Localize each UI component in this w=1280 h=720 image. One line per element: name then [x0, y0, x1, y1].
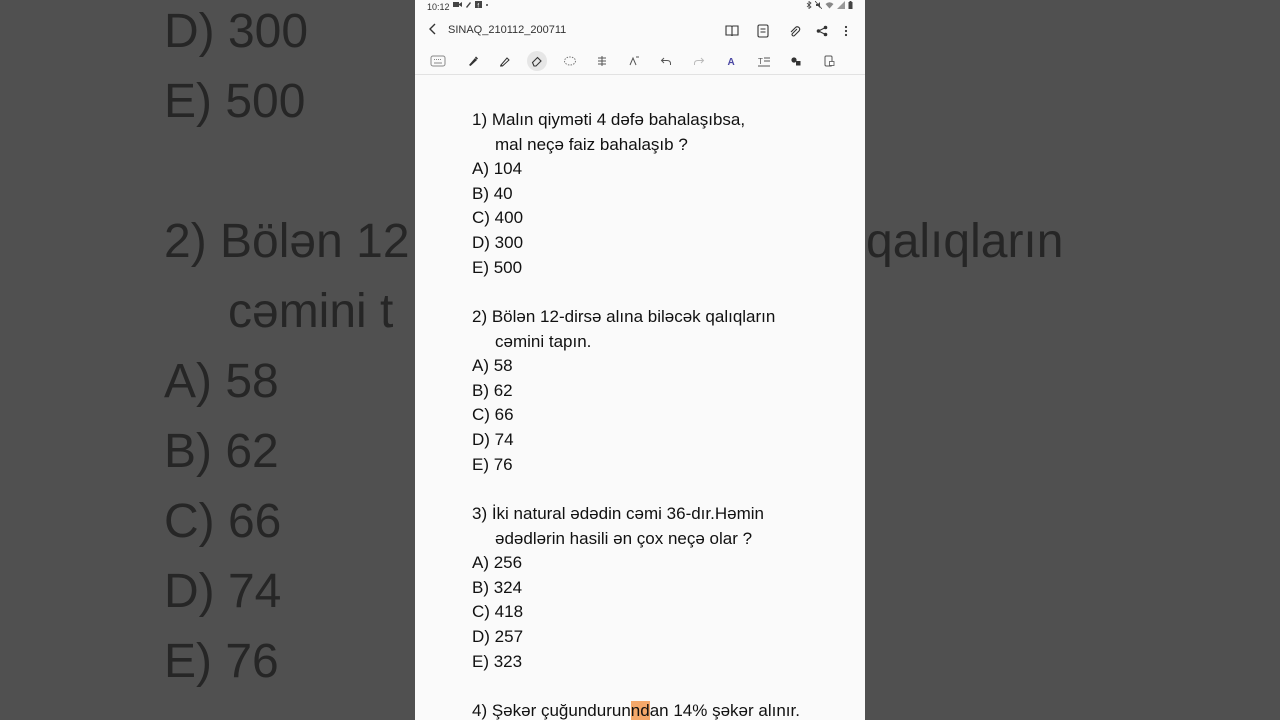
keyboard-button[interactable]: [429, 52, 447, 70]
handwriting-button[interactable]: [723, 52, 741, 70]
question-1-option: D) 300: [472, 233, 524, 252]
eraser-icon: [531, 55, 543, 67]
svg-text:A: A: [727, 57, 735, 67]
convert-text-icon: [757, 55, 771, 67]
bg-line: cəmini t: [228, 285, 394, 338]
shapes-icon: [790, 55, 802, 67]
question-4-text: [472, 699, 800, 720]
text-insert-tool[interactable]: [625, 52, 643, 70]
question-1-text-cont: mal neçə faiz bahalaşıb ?: [495, 135, 688, 154]
question-1-option: E) 500: [472, 258, 523, 277]
text-insert-icon: [628, 55, 640, 67]
edit-toolbar: [415, 46, 865, 75]
phone-screen: [415, 0, 865, 720]
more-icon: [844, 25, 848, 37]
book-view-button[interactable]: [723, 22, 741, 40]
keyboard-icon: [430, 55, 446, 67]
question-3-option: E) 323: [472, 652, 523, 671]
handwriting-icon: [726, 55, 738, 67]
text-cursor-highlight: nd: [630, 701, 650, 720]
question-2-text: 2) Bölən 12-dirsə alına biləcək qalıqların: [472, 307, 776, 326]
question-3-option: B) 324: [472, 578, 523, 597]
screen-lock-icon: [823, 55, 835, 67]
battery-icon: [848, 1, 853, 11]
dot-icon: [485, 1, 489, 10]
page-view-button[interactable]: [754, 22, 772, 40]
undo-icon: [660, 55, 672, 67]
bg-line: D) 74: [164, 565, 282, 618]
attach-icon: [788, 25, 801, 38]
question-3-text-cont: ədədlərin hasili ən çox neçə olar ?: [495, 529, 753, 548]
back-button[interactable]: [425, 22, 441, 40]
question-2-option: D) 74: [472, 430, 514, 449]
attach-button[interactable]: [785, 22, 803, 40]
pen-tool[interactable]: [464, 52, 482, 70]
svg-text:f: f: [477, 3, 480, 8]
redo-icon: [693, 55, 705, 67]
screen-lock-button[interactable]: [820, 52, 838, 70]
question-2-option: A) 58: [472, 356, 513, 375]
status-time: 10:12: [427, 2, 450, 12]
app-bar: [415, 16, 865, 46]
bg-line: E) 76: [164, 635, 279, 688]
question-1-option: B) 40: [472, 184, 513, 203]
question-1-option: A) 104: [472, 159, 523, 178]
svg-text:T: T: [758, 57, 763, 66]
bg-line: qalıqların: [866, 215, 1064, 268]
undo-button[interactable]: [657, 52, 675, 70]
shapes-button[interactable]: [787, 52, 805, 70]
highlighter-icon: [499, 55, 511, 67]
question-4-text-b: an 14% şəkər alınır.: [649, 701, 800, 720]
facebook-icon: [475, 1, 482, 10]
bg-line: 2) Bölən 12: [164, 215, 410, 268]
question-2-option: B) 62: [472, 381, 513, 400]
text-align-icon: [596, 55, 608, 67]
share-button[interactable]: [813, 22, 831, 40]
bg-line: C) 66: [164, 495, 282, 548]
highlighter-tool[interactable]: [496, 52, 514, 70]
question-3-option: C) 418: [472, 602, 524, 621]
book-icon: [725, 25, 739, 37]
question-4-text-a: 4) Şəkər çuğundurun: [472, 701, 631, 720]
bg-line: B) 62: [164, 425, 279, 478]
bg-line: E) 500: [164, 75, 306, 128]
page-icon: [757, 24, 769, 38]
mute-icon: [815, 1, 822, 11]
status-bar: [415, 0, 865, 14]
lasso-icon: [563, 55, 577, 67]
pen-icon: [465, 1, 472, 10]
bg-line: A) 58: [164, 355, 279, 408]
share-icon: [816, 25, 828, 37]
pen-icon: [467, 55, 479, 67]
question-3-text: 3) İki natural ədədin cəmi 36-dır.Həmin: [472, 504, 764, 523]
question-2-option: E) 76: [472, 455, 513, 474]
question-1-option: C) 400: [472, 208, 524, 227]
more-options-button[interactable]: [837, 22, 855, 40]
eraser-tool[interactable]: [527, 51, 547, 71]
bg-line: D) 300: [164, 5, 309, 58]
wifi-icon: [825, 1, 834, 11]
question-3-option: A) 256: [472, 553, 523, 572]
lasso-tool[interactable]: [561, 52, 579, 70]
question-3-option: D) 257: [472, 627, 524, 646]
bluetooth-icon: [806, 1, 812, 11]
convert-text-button[interactable]: [755, 52, 773, 70]
question-2-option: C) 66: [472, 405, 514, 424]
text-align-tool[interactable]: [593, 52, 611, 70]
back-arrow-icon: [428, 22, 438, 36]
camera-icon: [453, 1, 462, 10]
signal-icon: [837, 1, 845, 11]
note-title: SINAQ_210112_200711: [448, 24, 567, 36]
redo-button[interactable]: [690, 52, 708, 70]
question-1-text: 1) Malın qiyməti 4 dəfə bahalaşıbsa,: [472, 110, 746, 129]
question-2-text-cont: cəmini tapın.: [495, 332, 592, 351]
